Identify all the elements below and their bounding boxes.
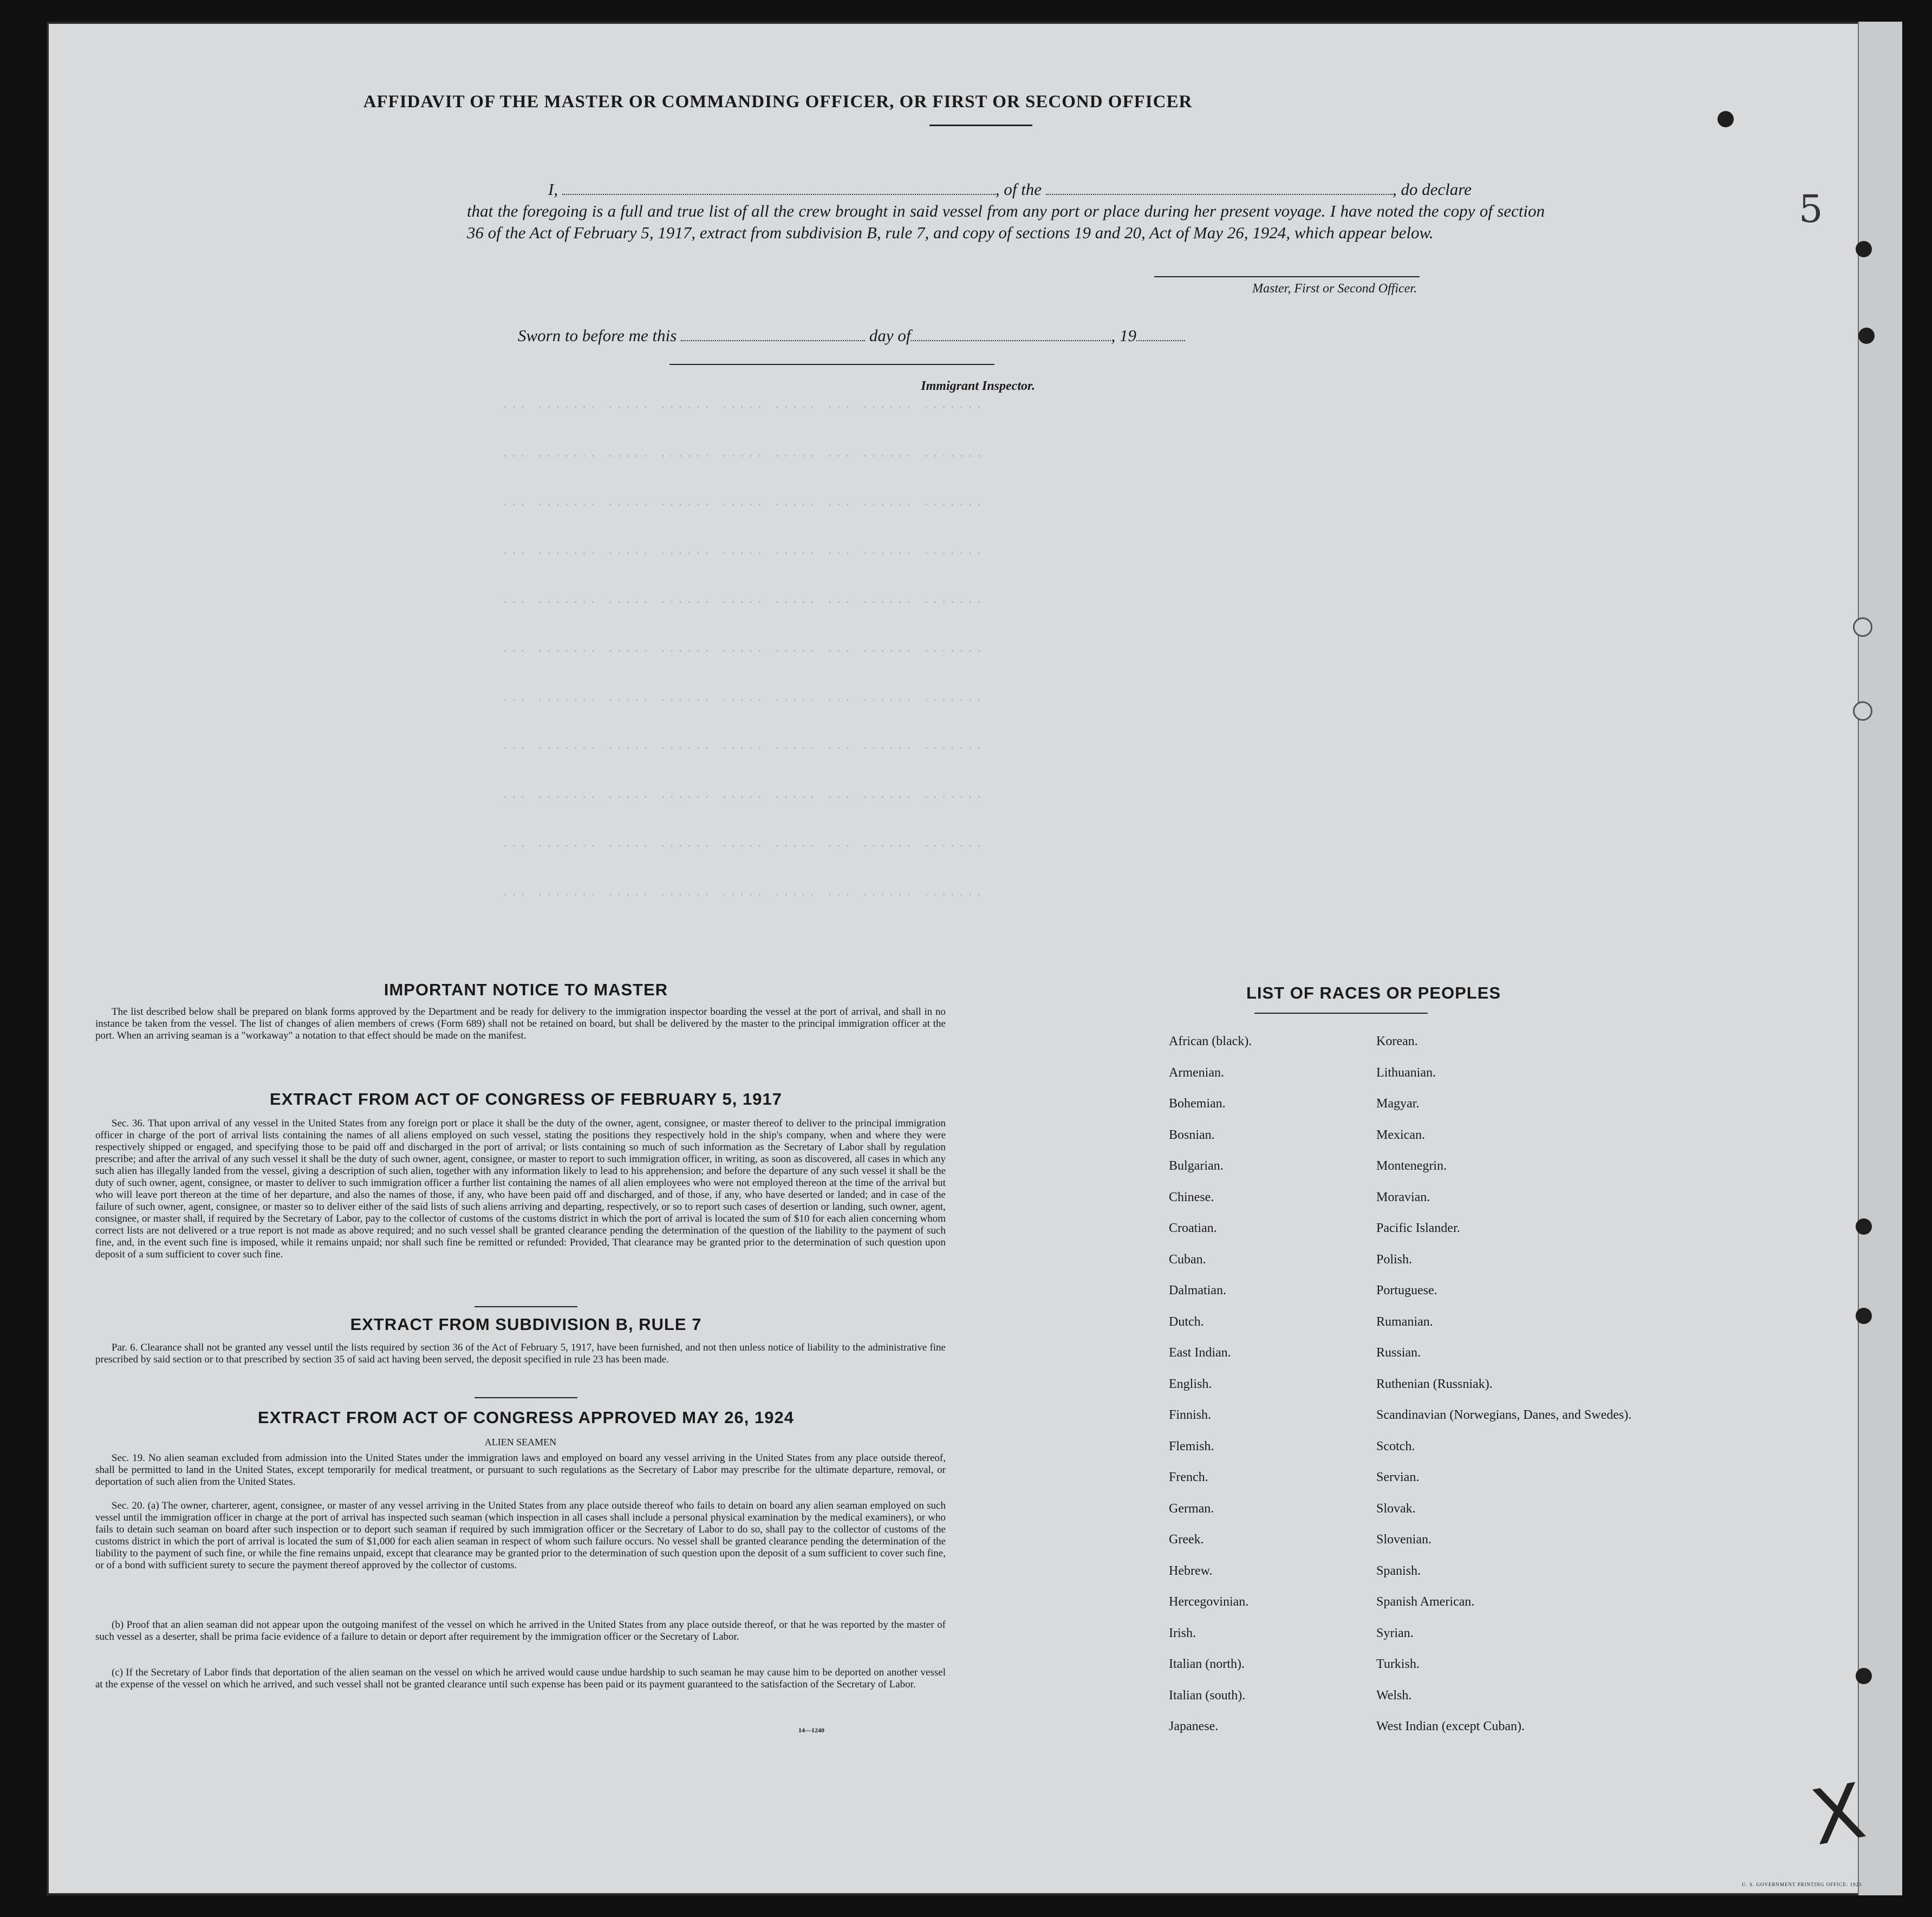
month-blank[interactable] xyxy=(910,340,1111,341)
race-item: Russian. xyxy=(1376,1346,1421,1360)
sec19-text: Sec. 19. No alien seaman excluded from admission into the United States under the immigration laws and employed on board any vessel arriving in the United States from any place outside thereof, shall be permitted to land in the United States, except temporarily for medical treatment, or pursuant to such regulations as the Secretary of Labor may prescribe for the ultimate departure, removal, or deportation of such alien from the United States. xyxy=(95,1452,946,1488)
extract-1917-title: EXTRACT FROM ACT OF CONGRESS OF FEBRUARY 5, 1917 xyxy=(270,1090,782,1109)
divider xyxy=(474,1397,577,1398)
punch-hole xyxy=(1856,1308,1872,1324)
race-item: Spanish American. xyxy=(1376,1595,1475,1609)
punch-hole xyxy=(1856,241,1872,257)
form-page: ··· ······· ····· ······ ····· ····· ··· ······ ······· ··· ······· ····· ······ ····· ····· ··· ······ ······· ··· ······· ····· ······ ····· ····· ··· ······ ······· ··· ······· ····· ······ ····· ····· ··· ······ ······· ··· ······· ····· ······ ····· ····· ··· ······ ······· ··· ······· ····· ······ ····· ····· ··· ······ ······· ··· ······· ····· ······ ····· ····· ··· ······ ······· ··· ······· ····· ······ ····· ····· ··· ······ ······· ··· ······· ····· ······ ····· ····· ··· ······ ······· ··· ······· ····· ······ ····· ····· ··· ······ ······· ··· ······· ····· ······ ····· ····· ··· ······ ······· AFFIDAVIT OF THE MASTER OR COMMANDING OFFICER, OR FIRST OR SECOND OFFICER I, , of the , do declare that the foregoing is a full and true list of all the crew brought in said vessel from any port or place during her present voyage. I have noted the copy of section 36 of the Act of February 5, 1917, extract from subdivision B, rule 7, and copy of sections 19 and 20, Act of May 26, 1924, which appear below. Master, First or Second Officer. Sworn to before me this day of , 19 Immigrant Inspector. IMPORTANT NOTICE TO MASTER The list described below shall be prepared on blank forms approved by the Department and be ready for delivery to the immigration inspector boarding the vessel at the port of arrival, and shall in no instance be taken from the vessel. The list of changes of alien members of crews (Form 689) shall not be retained on board, but shall be delivered by the master to the principal immigration officer at the port. When an arriving seaman is a "workaway" a notation to that effect should be made on the manifest. EXTRACT FROM ACT OF CONGRESS OF FEBRUARY 5, 1917 Sec. 36. That upon arrival of any vessel in the United States from any foreign port or place it shall be the duty of the owner, agent, consignee, or master thereof to deliver to the principal immigration officer in charge of the port of arrival lists containing the names of all aliens employed on such vessel, stating the positions they respectively hold in the ship's company, when and where they were respectively shipped or engaged, and specifying those to be paid off and discharged in the port of arrival; or lists containing so much of such information as the Secretary of Labor shall by regulation prescribe; and after the arrival of any such vessel it shall be the duty of such owner, agent, consignee, or master to report to such immigration officer, in writing, as soon as discovered, all cases in which any such alien has illegally landed from the vessel, giving a description of such alien, together with any information likely to lead to his apprehension; and before the departure of any such vessel it shall be the duty of such owner, agent, consignee, or master to deliver to such immigration officer a further list containing the names of all alien employees who were not employed thereon at the time of the arrival but who will leave port thereon at the time of her departure, and also the names of those, if any, who have been paid off and discharged, and of those, if any, who have deserted or landed; and in case of the failure of such owner, agent, consignee, or master so to deliver either of the said lists of such aliens arriving and departing, respectively, or so to report such cases of desertion or landing, such owner, agent, consignee, or master shall, if required by the Secretary of Labor, pay to the collector of customs of the customs district in which the port of arrival is located the sum of $10 for each alien concerning whom correct lists are not delivered or a true report is not made as above required; and no such vessel shall be granted clearance pending the determination of the question of the liability to the payment of such fine, and, in the event such fine is imposed, while it remains unpaid; nor shall such fine be remitted or refunded: Provided, That clearance may be granted prior to the determination of such question upon deposit of a sum sufficient to cover such fine. EXTRACT FROM SUBDIVISION B, RULE 7 Par. 6. Clearance shall not be granted any vessel until the lists required by section 36 of the Act of February 5, 1917, have been furnished, and not then unless notice of liability to the administrative fine prescribed by said section or to that prescribed by section 35 of said act having been served, the deposit specified in rule 23 has been made. EXTRACT FROM ACT OF CONGRESS APPROVED MAY 26, 1924 ALIEN SEAMEN Sec. 19. No alien seaman excluded from admission into the United States under the immigration laws and employed on board any vessel arriving in the United States from any place outside thereof, shall be permitted to land in the United States, except temporarily for medical treatment, or pursuant to such regulations as the Secretary of Labor may prescribe for the ultimate departure, removal, or deportation of such alien from the United States. Sec. 20. (a) The owner, charterer, agent, consignee, or master of any vessel arriving in the United States from any place outside thereof who fails to detain on board any alien seaman employed on such vessel until the immigration officer in charge at the port of arrival has inspected such seaman (which inspection in all cases shall include a personal physical examination by the medical examiners), or who fails to detain such seaman on board after such inspection or to deport such seaman if required by such immigration officer or the Secretary of Labor to do so, shall pay to the collector of customs of the customs district in which the port of arrival is located the sum of $1,000 for each alien seaman in respect of whom such failure occurs. No vessel shall be granted clearance pending the determination of the liability to the payment of such fine, or while the fine remains unpaid, except that clearance may be granted prior to the determination of such question upon the deposit of a sum sufficient to cover such fine, or of a bond with sufficient surety to secure the payment thereof approved by the collector of customs. (b) Proof that an alien seaman did not appear upon the outgoing manifest of the vessel on which he arrived in the United States from any place outside thereof, or that he was reported by the master of such vessel as a deserter, shall be prima facie evidence of a failure to detain or deport after requirement by the immigration officer or the Secretary of Labor. (c) If the Secretary of Labor finds that deportation of the alien seaman on the vessel on which he arrived would cause undue hardship to such seaman he may cause him to be deported on another vessel at the expense of the vessel on which he arrived, and such vessel shall not be granted clearance until such expense has been paid or its payment guaranteed to the satisfaction of the Secretary of Labor. 14—1240 LIST OF RACES OR PEOPLES African (black). Armenian. Bohemian. Bosnian. Bulgarian. Chinese. Croatian. Cuban. Dalmatian. Dutch. East Indian. English. Finnish. Flemish. French. German. Greek. Hebrew. Hercegovinian. Irish. Italian (north). Italian (south). Japanese. Korean. Lithuanian. Magyar. Mexican. Montenegrin. Moravian. Pacific Islander. Polish. Portuguese. Rumanian. Russian. Ruthenian (Russniak). Scandinavian (Norwegians, Danes, and Swedes). Scotch. Servian. Slovak. Slovenian. Spanish. Spanish American. Syrian. Turkish. Welsh. West Indian (except Cuban). U. S. GOVERNMENT PRINTING OFFICE: 1925 X 5 xyxy=(47,22,1902,1895)
race-item: Servian. xyxy=(1376,1470,1420,1484)
divider xyxy=(474,1306,577,1307)
punch-hole xyxy=(1858,328,1875,344)
affidavit-declaration: I, , of the , do declare that the foregoing is a full and true list of all the crew brought in said vessel from any port or place during her present voyage. I have noted the copy of section 36 of the Act of February 5, 1917, extract from subdivision B, rule 7, and copy of sections 19 and 20, Act of May 26, 1924, which appear below. xyxy=(467,179,1545,244)
name-blank[interactable] xyxy=(562,194,996,195)
race-item: French. xyxy=(1169,1470,1208,1484)
punch-hole xyxy=(1856,1218,1872,1235)
race-item: Magyar. xyxy=(1376,1097,1420,1111)
affidavit-body: that the foregoing is a full and true list of all the crew brought in said vessel from any port or place during her present voyage. I have noted the copy of section 36 of the Act of February 5, 1917, extract from subdivision B, rule 7, and copy of sections 19 and 20, Act of May 26, 1924, which appear below. xyxy=(467,201,1545,242)
rule7-title: EXTRACT FROM SUBDIVISION B, RULE 7 xyxy=(350,1315,702,1334)
race-item: Mexican. xyxy=(1376,1127,1425,1142)
race-item: Scotch. xyxy=(1376,1439,1415,1453)
title-rule xyxy=(929,125,1032,126)
handwritten-x-mark: X xyxy=(1805,1766,1872,1863)
race-item: Hebrew. xyxy=(1169,1563,1213,1578)
race-item: Montenegrin. xyxy=(1376,1159,1447,1173)
race-item: Finnish. xyxy=(1169,1408,1212,1422)
race-item: Italian (south). xyxy=(1169,1688,1246,1703)
race-item: African (black). xyxy=(1169,1034,1252,1048)
race-item: Cuban. xyxy=(1169,1252,1206,1267)
sworn-line: Sworn to before me this day of , 19 xyxy=(518,326,1185,345)
inspector-label: Immigrant Inspector. xyxy=(921,379,1035,393)
extract-1924-subtitle: ALIEN SEAMEN xyxy=(484,1437,557,1447)
race-item: Greek. xyxy=(1169,1533,1204,1547)
vessel-blank[interactable] xyxy=(1046,194,1393,195)
race-item: Pacific Islander. xyxy=(1376,1221,1460,1235)
race-item: Syrian. xyxy=(1376,1626,1414,1640)
form-number: 14—1240 xyxy=(798,1726,824,1734)
race-item: Flemish. xyxy=(1169,1439,1214,1453)
races-title: LIST OF RACES OR PEOPLES xyxy=(1246,983,1501,1002)
race-item: Korean. xyxy=(1376,1034,1418,1048)
race-item: Bulgarian. xyxy=(1169,1159,1224,1173)
master-signature-label: Master, First or Second Officer. xyxy=(1252,282,1417,296)
race-item: Welsh. xyxy=(1376,1688,1412,1703)
race-item: Moravian. xyxy=(1376,1190,1430,1204)
races-rule xyxy=(1254,1013,1428,1014)
punch-hole xyxy=(1718,111,1734,127)
race-item: German. xyxy=(1169,1501,1214,1516)
race-item: English. xyxy=(1169,1377,1212,1391)
paper-edge xyxy=(1858,22,1902,1895)
punch-hole xyxy=(1853,617,1872,637)
notice-text: The list described below shall be prepared on blank forms approved by the Department and be ready for delivery to the immigration inspector boarding the vessel at the port of arrival, and shall in no instance be taken from the vessel. The list of changes of alien members of crews (Form 689) shall not be retained on board, but shall be delivered by the master to the principal immigration officer at the port. When an arriving seaman is a "workaway" a notation to that effect should be made on the manifest. xyxy=(95,1006,946,1041)
race-item: Lithuanian. xyxy=(1376,1065,1436,1080)
race-item: Scandinavian (Norwegians, Danes, and Swedes). xyxy=(1376,1408,1632,1422)
race-item: Italian (north). xyxy=(1169,1657,1245,1671)
race-item: Dalmatian. xyxy=(1169,1283,1226,1297)
race-item: Polish. xyxy=(1376,1252,1413,1267)
race-item: Ruthenian (Russniak). xyxy=(1376,1377,1493,1391)
races-column-2 xyxy=(1376,1034,1647,1751)
notice-title: IMPORTANT NOTICE TO MASTER xyxy=(383,980,668,999)
race-item: Portuguese. xyxy=(1376,1283,1437,1297)
race-item: Armenian. xyxy=(1169,1065,1224,1080)
race-item: Hercegovinian. xyxy=(1169,1595,1249,1609)
sec20b-text: (b) Proof that an alien seaman did not appear upon the outgoing manifest of the vessel on which he arrived in the United States from any place outside thereof, or that he was reported by the master of such vessel as a deserter, shall be prima facie evidence of a failure to detain or deport after requirement by the immigration officer or the Secretary of Labor. xyxy=(95,1619,946,1642)
year-blank[interactable] xyxy=(1136,340,1185,341)
race-item: Bosnian. xyxy=(1169,1127,1215,1142)
race-item: Spanish. xyxy=(1376,1563,1421,1578)
extract-1924-title: EXTRACT FROM ACT OF CONGRESS APPROVED MAY 26, 1924 xyxy=(258,1408,794,1427)
race-item: Turkish. xyxy=(1376,1657,1420,1671)
race-item: Slovenian. xyxy=(1376,1533,1432,1547)
inspector-signature-line[interactable] xyxy=(669,364,994,365)
race-item: Irish. xyxy=(1169,1626,1196,1640)
race-item: Bohemian. xyxy=(1169,1097,1226,1111)
race-item: Slovak. xyxy=(1376,1501,1416,1516)
printer-imprint: U. S. GOVERNMENT PRINTING OFFICE: 1925 xyxy=(1742,1882,1862,1887)
sec20c-text: (c) If the Secretary of Labor finds that deportation of the alien seaman on the vessel on which he arrived would cause undue hardship to such seaman he may cause him to be deported on another vessel at the expense of the vessel on which he arrived, and such vessel shall not be granted clearance until such expense has been paid or its payment guaranteed to the satisfaction of the Secretary of Labor. xyxy=(95,1667,946,1690)
races-column-1 xyxy=(1169,1034,1353,1751)
sec20a-text: Sec. 20. (a) The owner, charterer, agent, consignee, or master of any vessel arriving in the United States from any place outside thereof who fails to detain on board any alien seaman employed on such vessel until the immigration officer in charge at the port of arrival has inspected such seaman (which inspection in all cases shall include a personal physical examination by the medical examiners), or who fails to detain such seaman on board after such inspection or to deport such seaman if required by such immigration officer or the Secretary of Labor to do so, shall pay to the collector of customs of the customs district in which the port of arrival is located the sum of $1,000 for each alien seaman in respect of whom such failure occurs. No vessel shall be granted clearance pending the determination of the liability to the payment of such fine, or while the fine remains unpaid, except that clearance may be granted prior to the determination of such question upon the deposit of a sum sufficient to cover such fine, or of a bond with sufficient surety to secure the payment thereof approved by the collector of customs. xyxy=(95,1500,946,1571)
race-item: Japanese. xyxy=(1169,1719,1219,1733)
race-item: East Indian. xyxy=(1169,1346,1231,1360)
race-item: Rumanian. xyxy=(1376,1314,1433,1329)
race-item: Dutch. xyxy=(1169,1314,1204,1329)
race-item: Croatian. xyxy=(1169,1221,1217,1235)
punch-hole xyxy=(1856,1668,1872,1684)
rule7-text: Par. 6. Clearance shall not be granted any vessel until the lists required by section 36 of the Act of February 5, 1917, have been furnished, and not then unless notice of liability to the administrative fine prescribed by said section or to that prescribed by section 35 of said act having been served, the deposit specified in rule 23 has been made. xyxy=(95,1342,946,1365)
day-blank[interactable] xyxy=(681,340,865,341)
extract-1917-text: Sec. 36. That upon arrival of any vessel in the United States from any foreign port or place it shall be the duty of the owner, agent, consignee, or master thereof to deliver to the principal immigration officer in charge of the port of arrival lists containing the names of all aliens employed on such vessel, stating the positions they respectively hold in the ship's company, when and where they were respectively shipped or engaged, and specifying those to be paid off and discharged in the port of arrival; or lists containing so much of such information as the Secretary of Labor shall by regulation prescribe; and after the arrival of any such vessel it shall be the duty of such owner, agent, consignee, or master to report to such immigration officer, in writing, as soon as discovered, all cases in which any such alien has illegally landed from the vessel, giving a description of such alien, together with any information likely to lead to his apprehension; and before the departure of any such vessel it shall be the duty of such owner, agent, consignee, or master to deliver to such immigration officer a further list containing the names of all alien employees who were not employed thereon at the time of the arrival but who will leave port thereon at the time of her departure, and also the names of those, if any, who have been paid off and discharged, and of those, if any, who have deserted or landed; and in case of the failure of such owner, agent, consignee, or master so to deliver either of the said lists of such aliens arriving and departing, respectively, or so to report such cases of desertion or landing, such owner, agent, consignee, or master shall, if required by the Secretary of Labor, pay to the collector of customs of the customs district in which the port of arrival is located the sum of $10 for each alien concerning whom correct lists are not delivered or a true report is not made as above required; and no such vessel shall be granted clearance pending the determination of the question of the liability to the payment of such fine, and, in the event such fine is imposed, while it remains unpaid; nor shall such fine be remitted or refunded: Provided, That clearance may be granted prior to the determination of such question upon deposit of a sum sufficient to cover such fine. xyxy=(95,1118,946,1260)
punch-hole xyxy=(1853,701,1872,721)
affidavit-title: AFFIDAVIT OF THE MASTER OR COMMANDING OFFICER, OR FIRST OR SECOND OFFICER xyxy=(363,92,1193,112)
race-item: Chinese. xyxy=(1169,1190,1214,1204)
handwritten-number-mark: 5 xyxy=(1799,187,1823,231)
master-signature-line[interactable] xyxy=(1154,276,1420,277)
race-item: West Indian (except Cuban). xyxy=(1376,1719,1525,1733)
